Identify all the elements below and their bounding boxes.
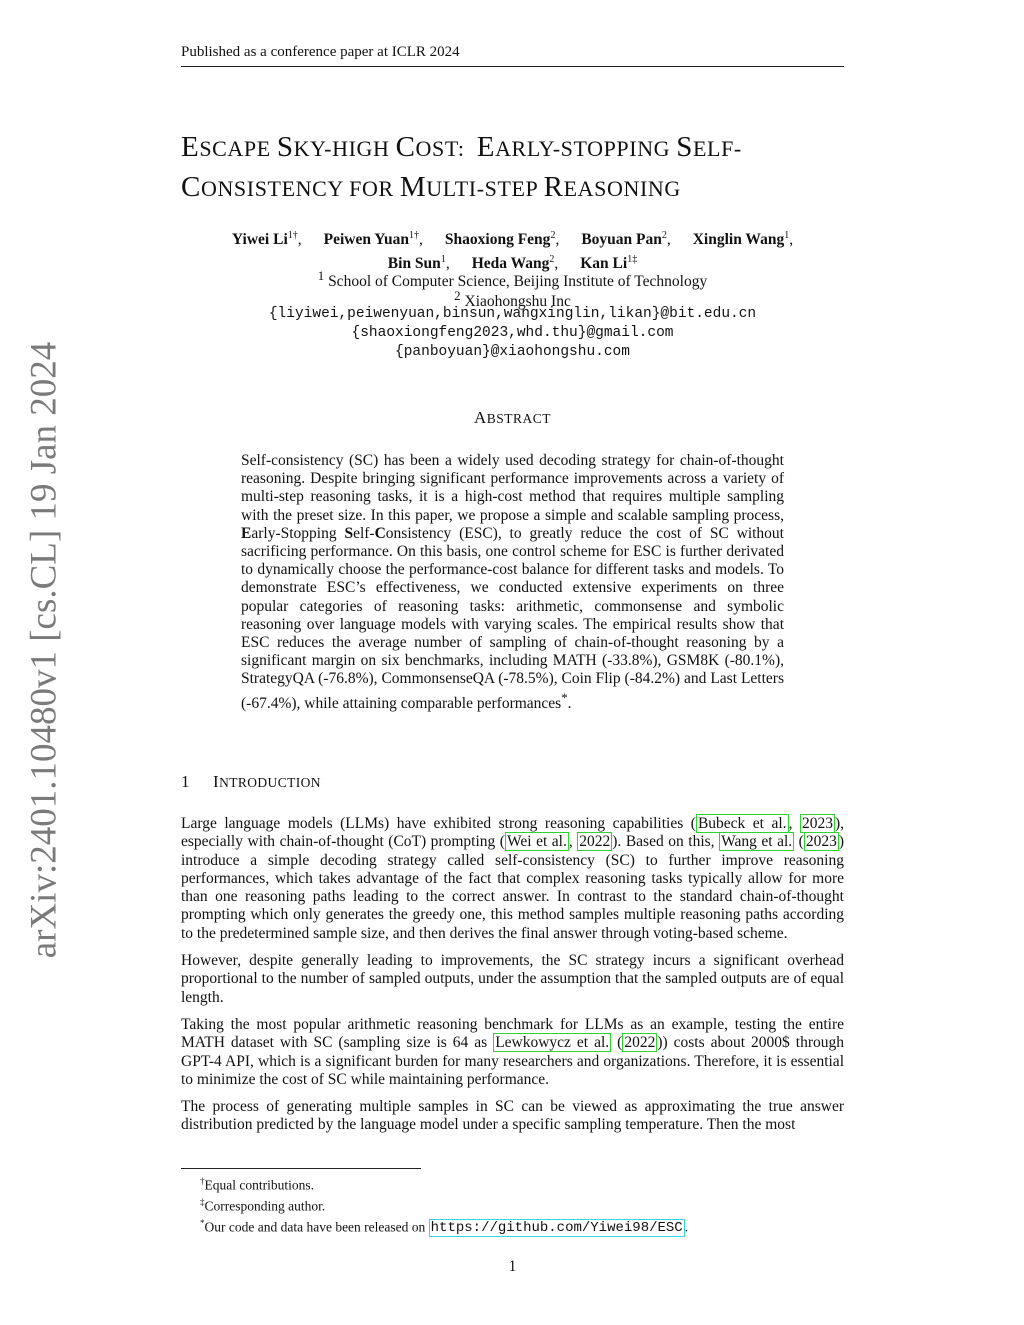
- section-heading-introduction: 1 INTRODUCTION: [181, 772, 321, 791]
- footnote-rule: [181, 1168, 421, 1169]
- title-smallcaps: SCAPE: [199, 136, 277, 161]
- affiliation-2-marker: 2: [454, 288, 461, 303]
- footnotes: [200, 1173, 844, 1237]
- citation-link[interactable]: Wang et al.: [721, 833, 793, 851]
- footnote-corresponding-author: ‡Corresponding author.: [200, 1196, 326, 1214]
- intro-paragraph-4: The process of generating multiple samples in SC can be viewed as approximating the true answer distribution predicted by the language model under a specific sampling temperature. Then the most: [181, 1098, 844, 1134]
- affiliation-1-marker: 1: [317, 268, 325, 283]
- title-initial: S: [676, 131, 694, 163]
- citation-link[interactable]: Wei et al.: [506, 833, 567, 851]
- author: Boyuan Pan$^2$,: [581, 230, 671, 249]
- arxiv-watermark: arXiv:2401.10480v1 [cs.CL] 19 Jan 2024: [23, 341, 65, 959]
- title-initial: C: [395, 131, 416, 163]
- title-initial: C: [181, 171, 201, 203]
- author: Shaoxiong Feng$^2$,: [444, 230, 560, 249]
- citation-link[interactable]: 2023: [801, 815, 833, 832]
- intro-paragraph-2: However, despite generally leading to improvements, the SC strategy incurs a significant overhead proportional to the number of sampled outputs, under the assumption that the sampled outputs are of equal length.: [181, 952, 844, 1006]
- footnote-code-release: *Our code and data have been released on https://github.com/Yiwei98/ESC .: [200, 1217, 689, 1237]
- title-initial: E: [181, 131, 200, 163]
- email-line-3: {panboyuan}@xiaohongshu.com: [395, 344, 630, 360]
- affiliation-2-text: Xiaohongshu Inc: [460, 293, 571, 311]
- author: Xinglin Wang$^1$,: [692, 230, 794, 249]
- title-initial: M: [399, 171, 427, 203]
- intro-paragraph-1: Large language models (LLMs) have exhibited strong reasoning capabilities ( Bubeck et al. , 2023 ), especially with chain-of-thought (CoT) prompting ( Wei et al. , 2022 ). Based on this, Wang et al. ( 2023 ) introduce a simple decoding strategy called self-consistency (SC) to further improve reasoning performances, which takes advantage of the fact that complex reasoning tasks typically allow for more than one reasoning paths leading to the correct answer. In contrast to the standard chain-of-thought prompting which only generates the greedy one, this method samples multiple reasoning paths according to the predetermined sample size, and then derives the final answer through voting-based scheme.: [181, 815, 845, 942]
- author: Yiwei $Li^{1\dagger}$,: [231, 230, 302, 249]
- email-line-2: {shaoxiongfeng2023,whd.thu}@gmail.com: [351, 325, 674, 341]
- intro-paragraph-3: Taking the most popular arithmetic reasoning benchmark for LLMs as an example, testing the entire MATH dataset with SC (sampling size is 64 as Lewkowycz et al. ( 2022 )) costs about 2000$ through GPT-4 API, which is a significant burden for many researchers and organizations. Therefore, it is essential to minimize the cost of SC while maintaining performance.: [181, 1015, 844, 1088]
- page-number: 1: [508, 1258, 517, 1275]
- title-smallcaps: ARLY-STOPPING: [495, 136, 677, 161]
- paper-title: [181, 128, 844, 208]
- header-rule: [181, 66, 844, 67]
- author: Peiwen Yuan$^{1\dagger}$,: [323, 230, 423, 249]
- citation-link[interactable]: 2023: [805, 833, 837, 851]
- running-header: Published as a conference paper at ICLR 2024: [181, 44, 460, 60]
- footnote-equal-contribution: †Equal contributions.: [200, 1176, 314, 1193]
- title-smallcaps: ONSISTENCY FOR: [200, 176, 400, 201]
- abstract-heading: ABSTRACT: [473, 408, 552, 427]
- title-initial: E: [476, 131, 496, 163]
- title-initial: R: [543, 171, 564, 203]
- abstract-body: [241, 452, 784, 713]
- citation-link[interactable]: 2022: [579, 833, 611, 851]
- github-link[interactable]: https://github.com/Yiwei98/ESC: [430, 1220, 683, 1237]
- title-smallcaps: KY-HIGH: [293, 136, 396, 161]
- author-row-1: [181, 226, 844, 250]
- author: Heda Wang$^2$,: [471, 254, 559, 273]
- title-smallcaps: OST:: [415, 136, 477, 161]
- citation-link[interactable]: Bubeck et al.: [697, 815, 787, 832]
- citation-link[interactable]: 2022: [624, 1034, 656, 1052]
- author: Kan $Li^{1\ddagger}$: [580, 254, 638, 273]
- title-initial: S: [276, 131, 294, 163]
- author: Bin Sun$^1$,: [387, 254, 450, 273]
- abstract-paragraph: Self-consistency (SC) has been a widely used decoding strategy for chain-of-thought reasoning. Despite bringing significant performance improvements across a variety of multi-step reasoning tasks, it is a high-cost method that requires multiple sampling with the preset size. In this paper, we propose a simple and scalable sampling process, Early-Stopping Self-Consistency (ESC), to greatly reduce the cost of SC without sacrificing performance. On this basis, one control scheme for ESC is further derivated to dynamically choose the performance-cost balance for different tasks and models. To demonstrate ESC’s effectiveness, we conducted extensive experiments on three popular categories of reasoning tasks: arithmetic, commonsense and symbolic reasoning over language models with varying scales. The empirical results show that ESC reduces the average number of sampling of chain-of-thought reasoning by a significant margin on six benchmarks, including MATH (-33.8%), GSM8K (-80.1%), StrategyQA (-76.8%), CommonsenseQA (-78.5%), Coin Flip (-84.2%) and Last Letters (-67.4%), while attaining comparable performances*.: [241, 452, 784, 712]
- affiliation-1-text: School of Computer Science, Beijing Institute of Technology: [324, 273, 708, 291]
- title-line-2: [181, 168, 844, 208]
- title-smallcaps: EASONING: [563, 176, 681, 201]
- title-smallcaps: ULTI-STEP: [426, 176, 544, 201]
- title-smallcaps: ELF-: [693, 136, 742, 161]
- citation-link[interactable]: Lewkowycz et al.: [495, 1034, 610, 1052]
- title-line-1: [181, 128, 844, 168]
- email-line-1: {liyiwei,peiwenyuan,binsun,wangxinglin,likan}@bit.edu.cn: [268, 306, 757, 322]
- introduction-body: [181, 815, 844, 1144]
